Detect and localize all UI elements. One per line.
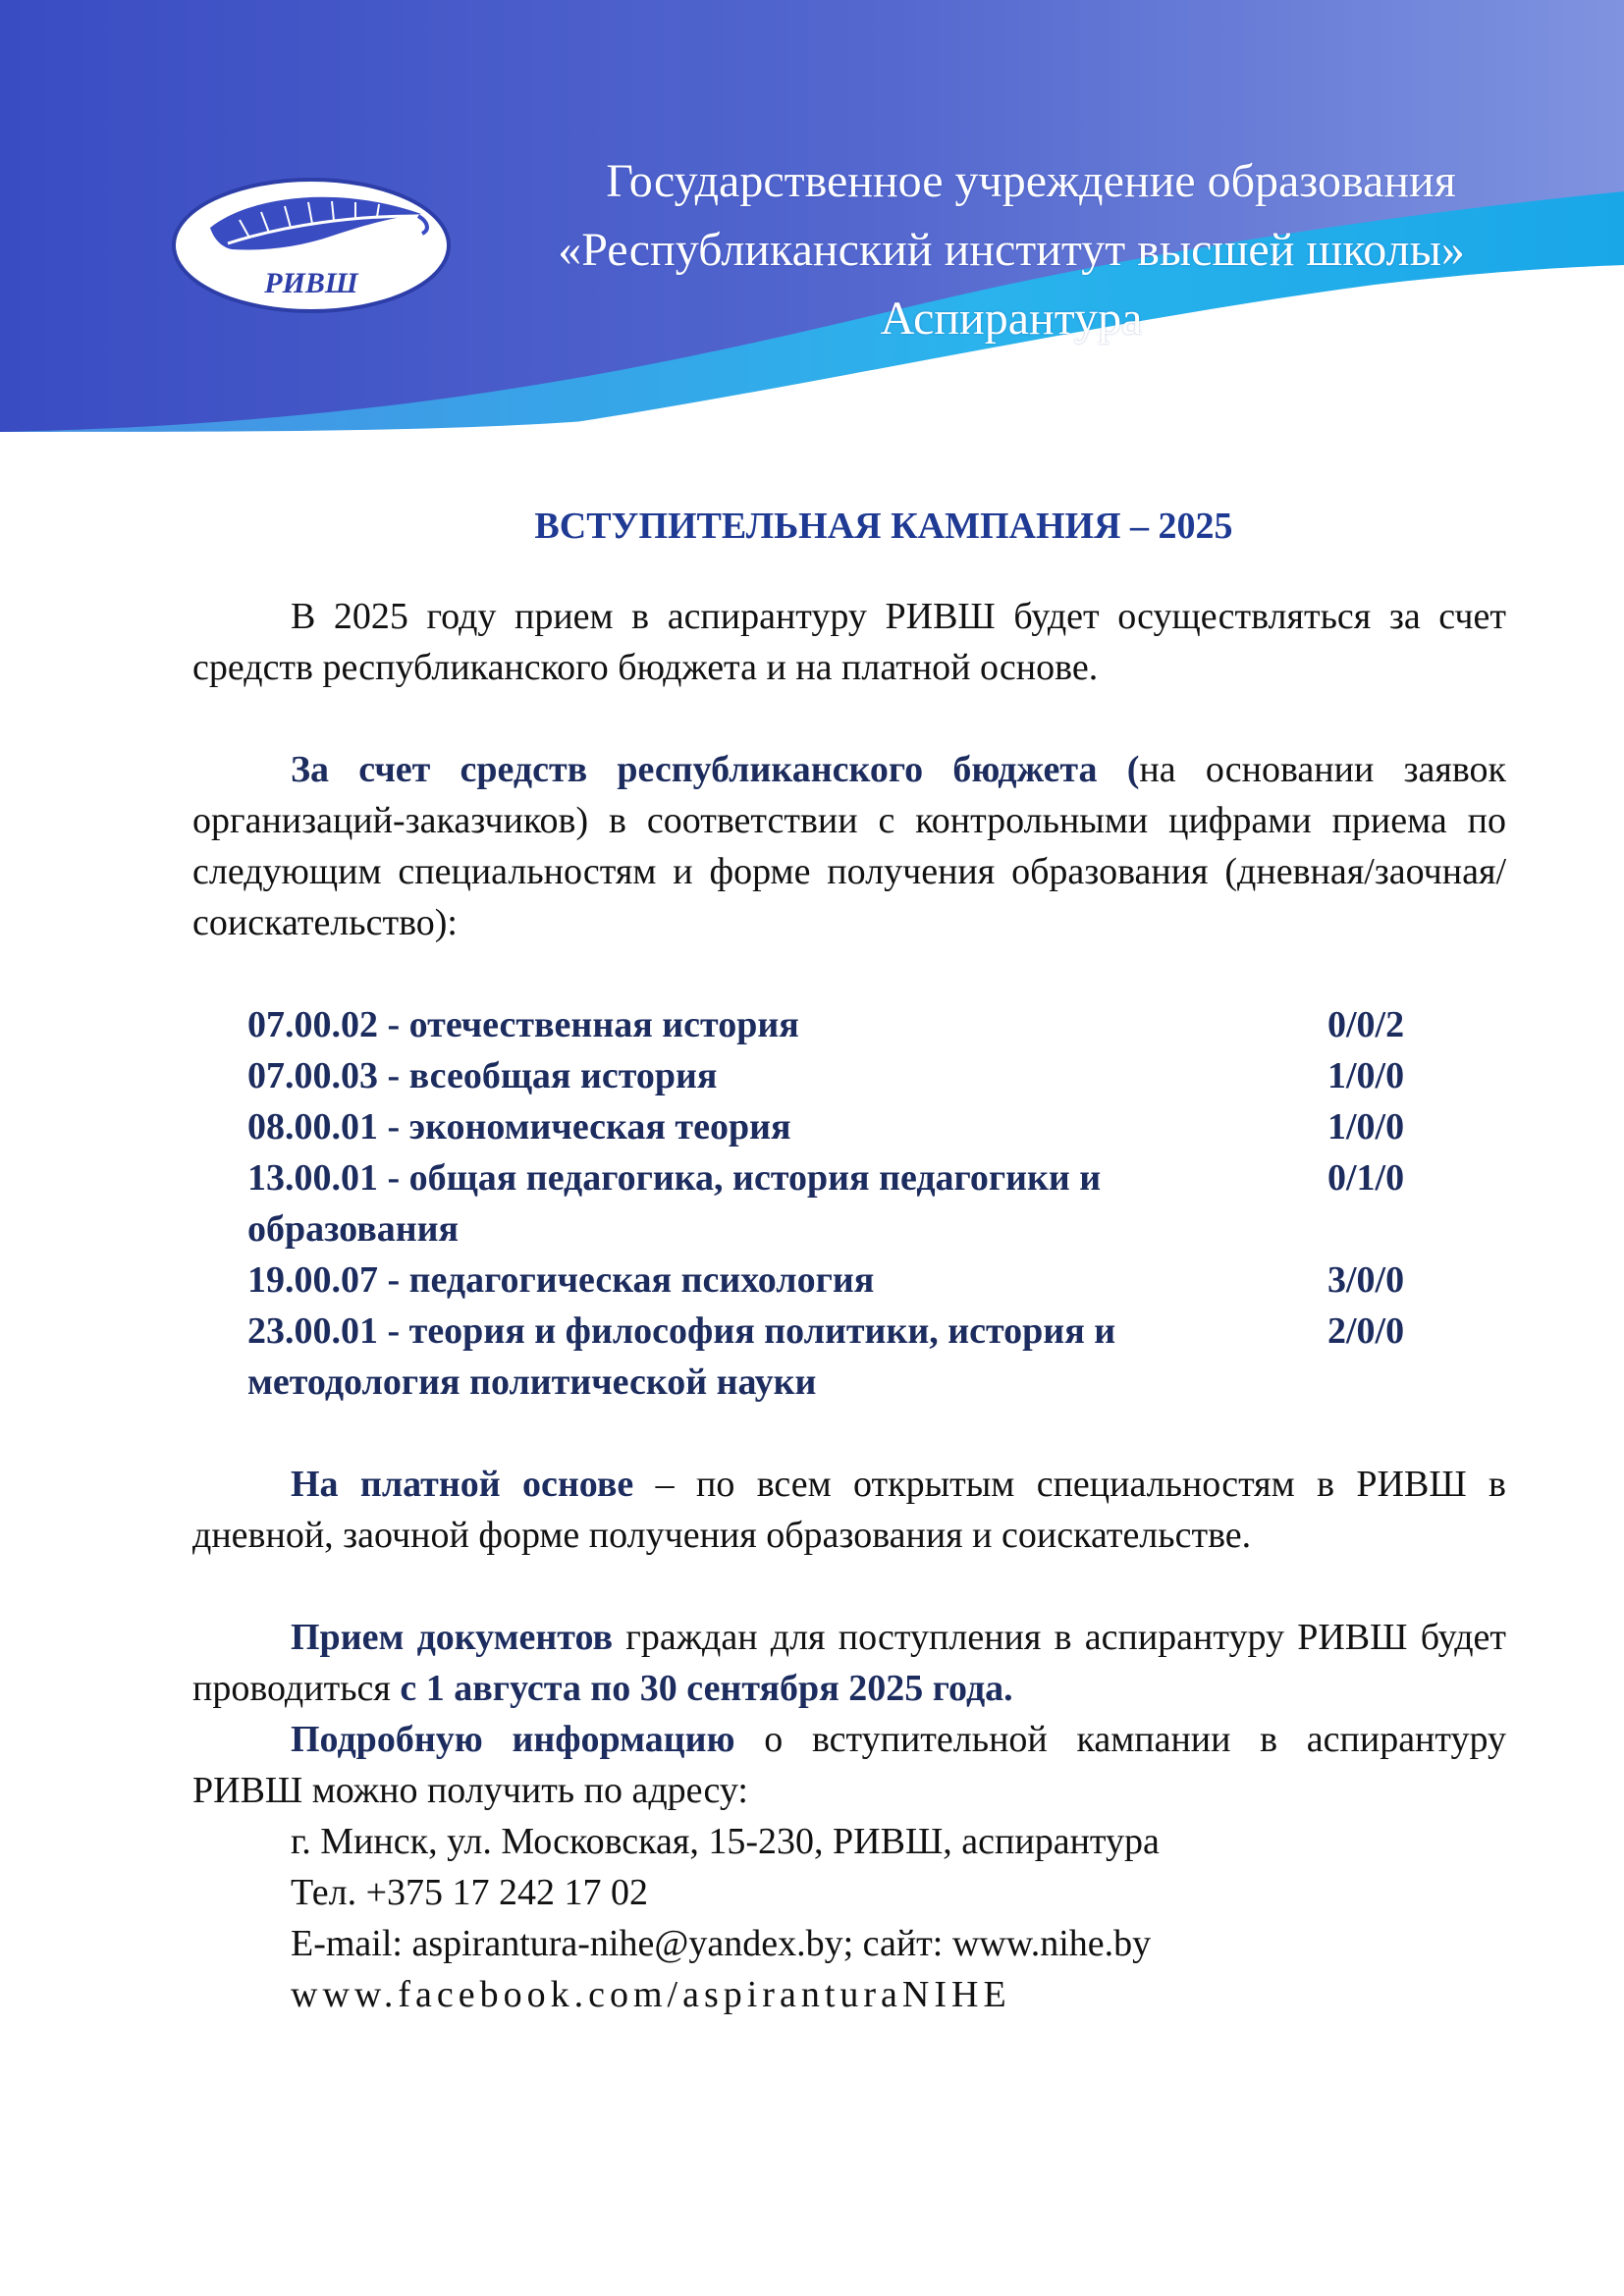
- info-paragraph: [192, 1714, 1506, 1816]
- specialty-name: 23.00.01 - теория и философия политики, история и методология политической науки: [247, 1310, 1116, 1403]
- page-title: ВСТУПИТЕЛЬНАЯ КАМПАНИЯ – 2025: [534, 506, 1233, 547]
- intro-paragraph: В 2025 году прием в аспирантуру РИВШ будет осуществляться за счет средств республиканского бюджета и на платной основе.: [192, 596, 1506, 688]
- document-body: [192, 501, 1506, 2020]
- feather-logo-icon: [171, 177, 452, 314]
- spacer: [192, 948, 1506, 999]
- institution-name: «Республиканский институт высшей школы»: [558, 224, 1465, 276]
- specialty-quota: 1/0/0: [1327, 1106, 1405, 1148]
- specialty-list: [192, 999, 1506, 1408]
- budget-text: на основании заявок организаций-заказчиков) в соответствии с контрольными цифрами приема по следующим специальностям и форме получения образования (дневная/заочная/соискательство):: [192, 749, 1506, 943]
- specialty-row: [192, 1306, 1426, 1408]
- contact-address: г. Минск, ул. Московская, 15-230, РИВШ, аспирантура: [291, 1821, 1160, 1862]
- documents-dates: с 1 августа по 30 сентября 2025 года.: [400, 1668, 1013, 1709]
- specialty-row: [192, 1101, 1426, 1152]
- specialty-row: [192, 1050, 1426, 1101]
- specialty-row: [192, 1255, 1426, 1306]
- rivsh-logo: [171, 177, 452, 314]
- paid-paragraph: [192, 1459, 1506, 1561]
- spacer: [192, 1561, 1506, 1612]
- specialty-quota: 0/0/2: [1327, 1004, 1405, 1045]
- budget-lead: За счет средств республиканского бюджета (: [291, 749, 1140, 790]
- info-lead: Подробную информацию: [291, 1719, 735, 1760]
- contact-phone: Тел. +375 17 242 17 02: [291, 1872, 649, 1913]
- logo-text: РИВШ: [264, 267, 358, 299]
- specialty-name: 19.00.07 - педагогическая психология: [247, 1259, 875, 1301]
- specialty-name: 07.00.03 - всеобщая история: [247, 1055, 718, 1096]
- institution-header: [461, 147, 1561, 353]
- spacer: [192, 693, 1506, 744]
- specialty-quota: 1/0/0: [1327, 1055, 1405, 1096]
- specialty-row: [192, 999, 1426, 1050]
- specialty-quota: 2/0/0: [1327, 1310, 1405, 1352]
- specialty-quota: 3/0/0: [1327, 1259, 1405, 1301]
- documents-lead: Прием документов: [291, 1617, 614, 1658]
- specialty-quota: 0/1/0: [1327, 1157, 1405, 1199]
- institution-type: Государственное учреждение образования: [606, 155, 1456, 207]
- department-name: Аспирантура: [880, 293, 1143, 345]
- contact-facebook: www.facebook.com/aspiranturaNIHE: [291, 1974, 1011, 2015]
- specialty-name: 13.00.01 - общая педагогика, история педагогики и образования: [247, 1157, 1102, 1250]
- spacer: [192, 1408, 1506, 1459]
- specialty-name: 07.00.02 - отечественная история: [247, 1004, 799, 1045]
- documents-paragraph: [192, 1612, 1506, 1714]
- paid-lead: На платной основе: [291, 1464, 634, 1505]
- budget-paragraph: [192, 744, 1506, 948]
- info-text: о вступительной кампании в аспирантуру РИВШ можно получить по адресу:: [192, 1719, 1507, 1811]
- contact-email-site: E-mail: aspirantura-nihe@yandex.by; сайт: www.nihe.by: [291, 1923, 1152, 1964]
- documents-text: граждан для поступления в аспирантуру РИВШ будет проводиться: [192, 1617, 1506, 1709]
- paid-text: – по всем открытым специальностям в РИВШ в дневной, заочной форме получения образования и соискательстве.: [192, 1464, 1506, 1556]
- specialty-row: [192, 1152, 1426, 1255]
- specialty-name: 08.00.01 - экономическая теория: [247, 1106, 791, 1148]
